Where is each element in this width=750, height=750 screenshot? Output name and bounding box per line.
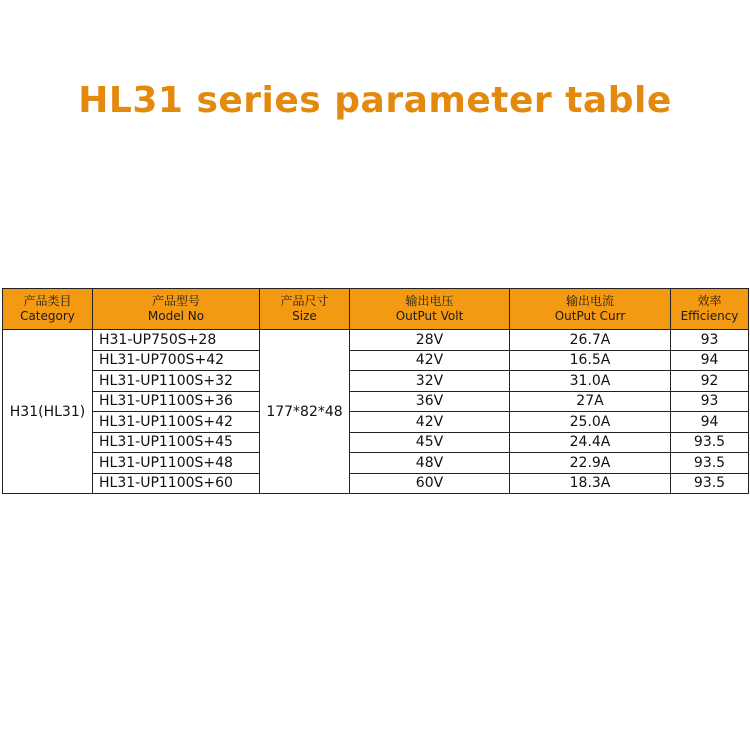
table-row bbox=[3, 371, 749, 392]
header-efficiency bbox=[671, 289, 749, 330]
header-model-cn: 产品型号 bbox=[151, 294, 200, 308]
curr-cell: 18.3A bbox=[510, 473, 671, 494]
model-cell: HL31-UP1100S+36 bbox=[93, 391, 260, 412]
header-output-volt bbox=[350, 289, 510, 330]
header-output-volt-cn: 输出电压 bbox=[405, 294, 454, 308]
model-cell: HL31-UP1100S+48 bbox=[93, 453, 260, 474]
category-cell: H31(HL31) bbox=[3, 330, 93, 494]
table-row bbox=[3, 412, 749, 433]
volt-cell: 45V bbox=[350, 432, 510, 453]
header-efficiency-cn: 效率 bbox=[697, 294, 722, 308]
model-cell: HL31-UP1100S+42 bbox=[93, 412, 260, 433]
size-cell: 177*82*48 bbox=[260, 330, 350, 494]
table-row bbox=[3, 391, 749, 412]
table-header-row bbox=[3, 289, 749, 330]
volt-cell: 48V bbox=[350, 453, 510, 474]
header-model bbox=[93, 289, 260, 330]
table-row bbox=[3, 350, 749, 371]
efficiency-cell: 93.5 bbox=[671, 432, 749, 453]
table-row bbox=[3, 473, 749, 494]
curr-cell: 26.7A bbox=[510, 330, 671, 351]
header-output-curr bbox=[510, 289, 671, 330]
header-model-en: Model No bbox=[147, 309, 205, 323]
header-category-cn: 产品类目 bbox=[23, 294, 72, 308]
efficiency-cell: 94 bbox=[671, 412, 749, 433]
header-category-en: Category bbox=[20, 309, 75, 323]
header-size-en: Size bbox=[292, 309, 317, 323]
header-output-volt-en: OutPut Volt bbox=[395, 309, 464, 323]
header-efficiency-en: Efficiency bbox=[680, 309, 739, 323]
header-output-curr-cn: 输出电流 bbox=[565, 294, 614, 308]
efficiency-cell: 93.5 bbox=[671, 453, 749, 474]
volt-cell: 60V bbox=[350, 473, 510, 494]
model-cell: HL31-UP1100S+45 bbox=[93, 432, 260, 453]
table-row bbox=[3, 453, 749, 474]
model-cell: HL31-UP1100S+60 bbox=[93, 473, 260, 494]
volt-cell: 28V bbox=[350, 330, 510, 351]
efficiency-cell: 93 bbox=[671, 391, 749, 412]
curr-cell: 31.0A bbox=[510, 371, 671, 392]
efficiency-cell: 93 bbox=[671, 330, 749, 351]
curr-cell: 22.9A bbox=[510, 453, 671, 474]
volt-cell: 42V bbox=[350, 350, 510, 371]
efficiency-cell: 94 bbox=[671, 350, 749, 371]
curr-cell: 27A bbox=[510, 391, 671, 412]
table-row bbox=[3, 330, 749, 351]
volt-cell: 32V bbox=[350, 371, 510, 392]
curr-cell: 25.0A bbox=[510, 412, 671, 433]
table-row bbox=[3, 432, 749, 453]
header-size-cn: 产品尺寸 bbox=[280, 294, 329, 308]
efficiency-cell: 93.5 bbox=[671, 473, 749, 494]
curr-cell: 24.4A bbox=[510, 432, 671, 453]
page-title: HL31 series parameter table bbox=[78, 80, 672, 121]
model-cell: H31-UP750S+28 bbox=[93, 330, 260, 351]
header-category bbox=[3, 289, 93, 330]
header-output-curr-en: OutPut Curr bbox=[554, 309, 626, 323]
header-size bbox=[260, 289, 350, 330]
model-cell: HL31-UP700S+42 bbox=[93, 350, 260, 371]
efficiency-cell: 92 bbox=[671, 371, 749, 392]
curr-cell: 16.5A bbox=[510, 350, 671, 371]
model-cell: HL31-UP1100S+32 bbox=[93, 371, 260, 392]
volt-cell: 42V bbox=[350, 412, 510, 433]
volt-cell: 36V bbox=[350, 391, 510, 412]
parameter-table bbox=[2, 288, 749, 494]
